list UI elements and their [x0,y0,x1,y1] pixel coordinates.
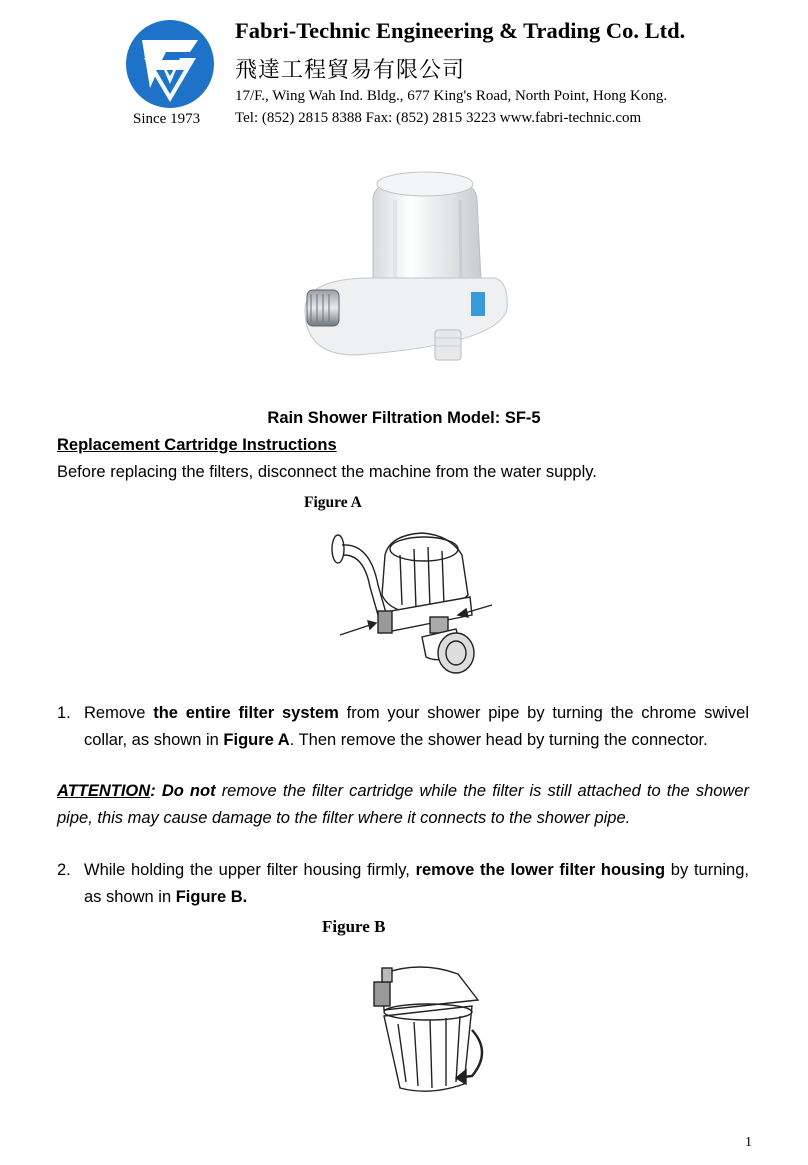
company-contact: Tel: (852) 2815 8388 Fax: (852) 2815 3223 www.fabri-technic.com [235,110,642,126]
product-photo [295,160,515,375]
step-1-text: Remove the entire filter system from your shower pipe by turning the chrome swivel collar, as shown in Figure A. Then remove the shower head by turning the connector. [84,704,750,749]
section-title: Replacement Cartridge Instructions [57,436,337,454]
attention-label: ATTENTION [57,782,151,800]
step-2-number: 2. [57,861,71,879]
company-name-zh: 飛達工程貿易有限公司 [235,58,466,83]
figure-a-illustration [330,525,510,680]
page-number: 1 [745,1135,752,1150]
figure-a-caption: Figure A [304,494,362,511]
step-1 [57,700,749,754]
figure-b-illustration [360,960,500,1100]
company-name-en: Fabri-Technic Engineering & Trading Co. Ltd. [235,18,686,43]
step-1-number: 1. [57,704,71,722]
intro-text: Before replacing the filters, disconnect the machine from the water supply. [57,463,597,481]
since-year: Since 1973 [133,111,201,127]
company-logo [120,18,220,110]
step-2 [57,857,749,911]
model-title: Rain Shower Filtration Model: SF-5 [267,409,541,427]
figure-b-caption: Figure B [322,917,386,936]
step-2-text: While holding the upper filter housing firmly, remove the lower filter housing by turning, as shown in Figure B. [84,861,749,906]
company-address: 17/F., Wing Wah Ind. Bldg., 677 King's Road, North Point, Hong Kong. [235,88,668,104]
attention-note: ATTENTION: Do not remove the filter cartridge while the filter is still attached to the shower pipe, this may cause damage to the filter where it connects to the shower pipe. [57,782,750,827]
